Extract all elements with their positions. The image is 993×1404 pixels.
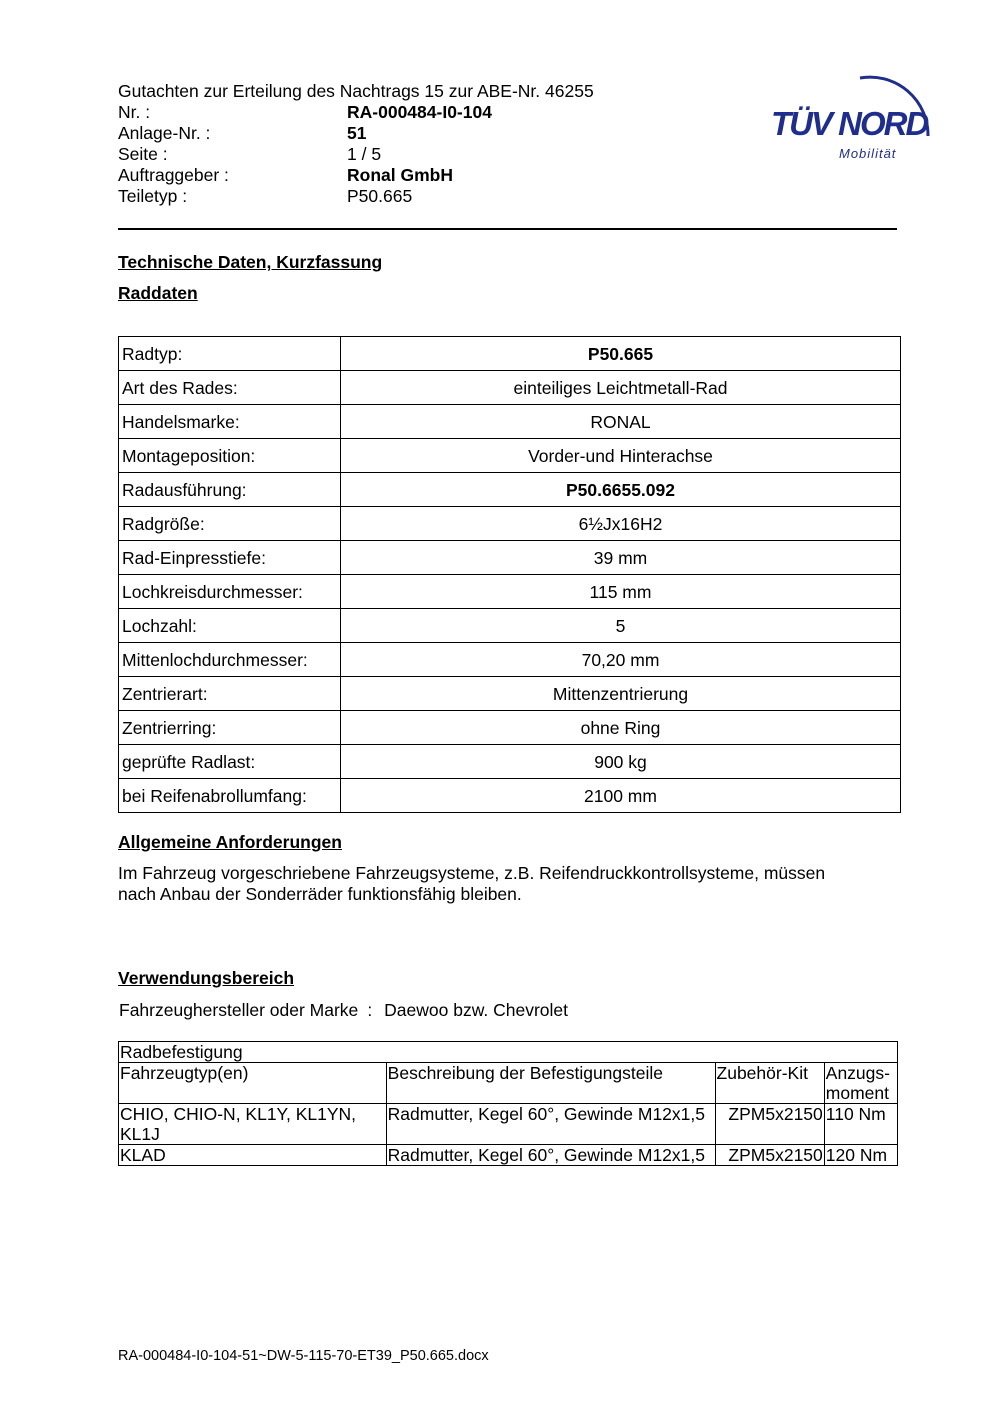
meta-row-part-type	[118, 186, 412, 207]
mounting-table-header-row	[119, 1063, 898, 1104]
mounting-table-title: Radbefestigung	[119, 1042, 898, 1063]
wheel-property-value: P50.665	[341, 337, 901, 371]
meta-row-client	[118, 165, 453, 186]
wheel-property-value: Mittenzentrierung	[341, 677, 901, 711]
fastener-description-cell: Radmutter, Kegel 60°, Gewinde M12x1,5	[386, 1145, 715, 1166]
column-header: Anzugs-moment	[824, 1063, 897, 1104]
wheel-data-table	[118, 336, 901, 813]
wheel-property-value: einteiliges Leichtmetall-Rad	[341, 371, 901, 405]
meta-row-attachment	[118, 123, 366, 144]
meta-label: Anlage-Nr. :	[118, 123, 211, 143]
wheel-property-label: Rad-Einpresstiefe:	[119, 541, 341, 575]
table-row	[119, 541, 901, 575]
table-row	[119, 371, 901, 405]
general-requirements-text	[118, 863, 908, 905]
wheel-property-value: P50.6655.092	[341, 473, 901, 507]
table-row	[119, 609, 901, 643]
torque-cell: 120 Nm	[824, 1145, 897, 1166]
meta-label: Seite :	[118, 144, 168, 164]
document-filename-footer: RA-000484-I0-104-51~DW-5-115-70-ET39_P50.665.docx	[118, 1348, 489, 1364]
wheel-property-label: Art des Rades:	[119, 371, 341, 405]
wheel-property-label: Montageposition:	[119, 439, 341, 473]
wheel-property-label: Radtyp:	[119, 337, 341, 371]
table-row	[119, 575, 901, 609]
fastener-description-cell: Radmutter, Kegel 60°, Gewinde M12x1,5	[386, 1104, 715, 1145]
torque-cell: 110 Nm	[824, 1104, 897, 1145]
wheel-property-label: Radausführung:	[119, 473, 341, 507]
wheel-property-value: 2100 mm	[341, 779, 901, 813]
table-row	[119, 779, 901, 813]
table-row	[119, 405, 901, 439]
meta-value: 51	[347, 123, 367, 143]
section-subheading-wheel-data: Raddaten	[118, 283, 198, 303]
logo-subtitle: Mobilität	[839, 146, 897, 161]
report-title-line: Gutachten zur Erteilung des Nachtrags 15 zur ABE-Nr. 46255	[118, 81, 594, 101]
meta-value: 1 / 5	[347, 144, 382, 164]
wheel-property-label: geprüfte Radlast:	[119, 745, 341, 779]
meta-value: Ronal GmbH	[347, 165, 453, 185]
wheel-property-label: Handelsmarke:	[119, 405, 341, 439]
vehicle-types-cell: KLAD	[119, 1145, 387, 1166]
wheel-property-value: 5	[341, 609, 901, 643]
wheel-property-value: Vorder-und Hinterachse	[341, 439, 901, 473]
vehicle-maker-line	[119, 1000, 568, 1021]
meta-label: Nr. :	[118, 102, 151, 122]
column-header: Zubehör-Kit	[715, 1063, 824, 1104]
table-row	[119, 473, 901, 507]
maker-label: Fahrzeughersteller oder Marke	[119, 1000, 359, 1020]
wheel-property-value: 70,20 mm	[341, 643, 901, 677]
table-row	[119, 1104, 898, 1145]
wheel-property-label: Zentrierring:	[119, 711, 341, 745]
maker-value: Daewoo bzw. Chevrolet	[384, 1000, 569, 1020]
wheel-property-label: bei Reifenabrollumfang:	[119, 779, 341, 813]
table-row	[119, 745, 901, 779]
table-row	[119, 439, 901, 473]
wheel-property-value: 6½Jx16H2	[341, 507, 901, 541]
wheel-property-value: RONAL	[341, 405, 901, 439]
column-header: Fahrzeugtyp(en)	[119, 1063, 387, 1104]
wheel-property-label: Radgröße:	[119, 507, 341, 541]
wheel-property-value: 39 mm	[341, 541, 901, 575]
table-row	[119, 1145, 898, 1166]
meta-row-number	[118, 102, 492, 123]
wheel-mounting-table	[118, 1041, 898, 1166]
section-heading-general: Allgemeine Anforderungen	[118, 832, 342, 852]
vehicle-types-cell: CHIO, CHIO-N, KL1Y, KL1YN, KL1J	[119, 1104, 387, 1145]
table-row	[119, 337, 901, 371]
wheel-property-label: Zentrierart:	[119, 677, 341, 711]
wheel-property-value: 115 mm	[341, 575, 901, 609]
wheel-property-value: ohne Ring	[341, 711, 901, 745]
section-heading-usage: Verwendungsbereich	[118, 968, 295, 988]
header-divider	[118, 228, 897, 230]
table-row	[119, 711, 901, 745]
text-line: nach Anbau der Sonderräder funktionsfähig bleiben.	[118, 884, 522, 904]
wheel-property-value: 900 kg	[341, 745, 901, 779]
table-row	[119, 507, 901, 541]
maker-separator: :	[367, 1000, 373, 1020]
table-row	[119, 677, 901, 711]
logo-wordmark: TÜV NORD	[771, 105, 928, 142]
wheel-property-label: Lochkreisdurchmesser:	[119, 575, 341, 609]
accessory-kit-cell: ZPM5x2150	[715, 1104, 824, 1145]
accessory-kit-cell: ZPM5x2150	[715, 1145, 824, 1166]
meta-value: RA-000484-I0-104	[347, 102, 492, 122]
meta-label: Auftraggeber :	[118, 165, 229, 185]
text-line: Im Fahrzeug vorgeschriebene Fahrzeugsysteme, z.B. Reifendruckkontrollsysteme, müssen	[118, 863, 826, 883]
section-heading-technical: Technische Daten, Kurzfassung	[118, 252, 383, 272]
tuv-nord-logo	[768, 60, 948, 170]
column-header: Beschreibung der Befestigungsteile	[386, 1063, 715, 1104]
meta-row-page	[118, 144, 381, 165]
table-row	[119, 643, 901, 677]
wheel-property-label: Lochzahl:	[119, 609, 341, 643]
meta-value: P50.665	[347, 186, 413, 206]
meta-label: Teiletyp :	[118, 186, 188, 206]
wheel-property-label: Mittenlochdurchmesser:	[119, 643, 341, 677]
